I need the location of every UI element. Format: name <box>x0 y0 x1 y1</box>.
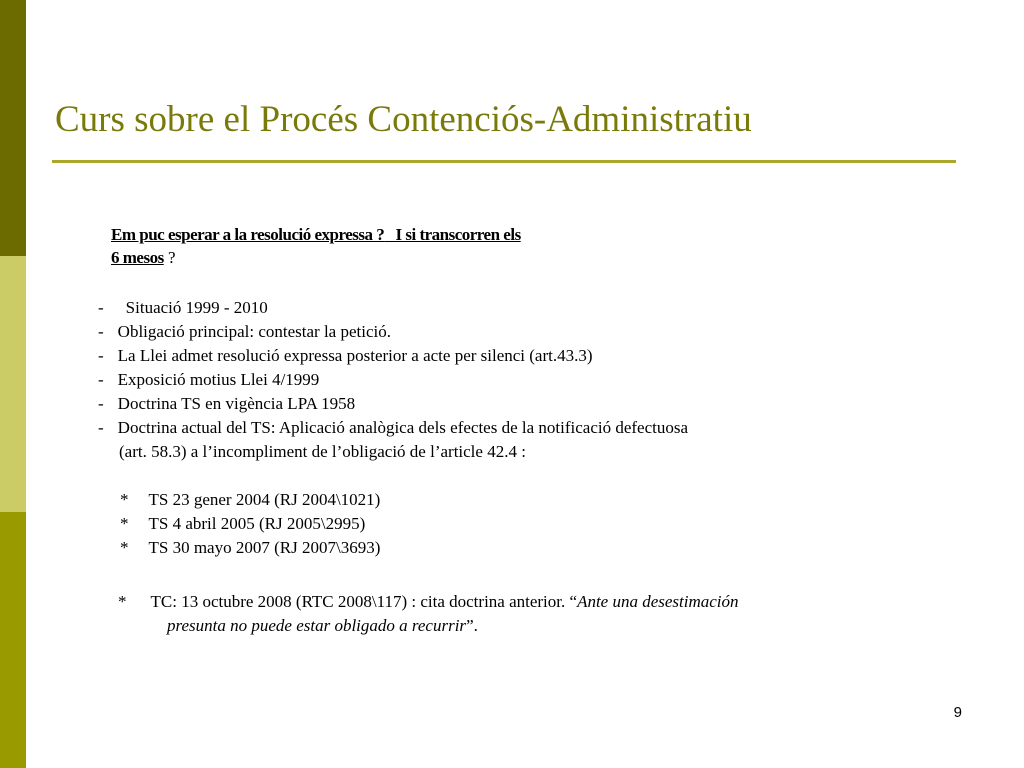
bullet-asterisk: * <box>120 514 129 533</box>
list-item <box>98 393 355 415</box>
question-mark: ? <box>163 248 176 267</box>
question-part-b: I si transcorren els <box>395 225 521 244</box>
list-item <box>98 369 319 391</box>
list-item-text: Doctrina actual del TS: Aplicació analògica dels efectes de la notificació defectuosa <box>117 418 689 437</box>
tc-quote-part-1: Ante una desestimación <box>577 592 739 611</box>
case-item <box>120 537 380 559</box>
list-item <box>98 345 593 367</box>
list-item-continuation: (art. 58.3) a l’incompliment de l’obligació de l’article 42.4 : <box>119 442 526 461</box>
case-item <box>120 489 380 511</box>
bullet-dash: - <box>98 322 104 341</box>
quote-close: ”. <box>466 616 478 635</box>
case-text: TS 30 mayo 2007 (RJ 2007\3693) <box>148 538 381 557</box>
slide-title: Curs sobre el Procés Contenciós-Administratiu <box>55 99 752 140</box>
quote-open: “ <box>569 592 578 611</box>
list-item-text: Situació 1999 - 2010 <box>125 298 268 317</box>
bullet-asterisk: * <box>120 538 129 557</box>
bullet-dash: - <box>98 298 104 317</box>
list-item-text: Exposició motius Llei 4/1999 <box>117 370 320 389</box>
case-text: TS 23 gener 2004 (RJ 2004\1021) <box>148 490 381 509</box>
list-item-text: Obligació principal: contestar la petició. <box>117 322 391 341</box>
case-item <box>120 513 365 535</box>
bullet-dash: - <box>98 394 104 413</box>
tc-item <box>118 591 739 613</box>
tc-item-continuation <box>167 615 478 637</box>
bullet-dash: - <box>98 418 104 437</box>
bullet-dash: - <box>98 370 104 389</box>
list-item-text: Doctrina TS en vigència LPA 1958 <box>117 394 356 413</box>
question-line-1 <box>111 224 521 246</box>
page-number: 9 <box>953 704 962 721</box>
list-item <box>98 321 391 343</box>
bullet-dash: - <box>98 346 104 365</box>
case-text: TS 4 abril 2005 (RJ 2005\2995) <box>148 514 366 533</box>
list-item-text: La Llei admet resolució expressa posterior a acte per silenci (art.43.3) <box>117 346 593 365</box>
tc-text: TC: 13 octubre 2008 (RTC 2008\117) : cita doctrina anterior. <box>150 592 570 611</box>
bullet-asterisk: * <box>120 490 129 509</box>
question-line-2 <box>111 247 176 269</box>
bullet-asterisk: * <box>118 592 127 611</box>
question-months: 6 mesos <box>111 248 164 267</box>
list-item <box>98 297 268 319</box>
tc-quote-part-2: presunta no puede estar obligado a recurrir <box>167 616 467 635</box>
list-item <box>98 417 688 439</box>
question-part-a: Em puc esperar a la resolució expressa ? <box>111 225 385 244</box>
